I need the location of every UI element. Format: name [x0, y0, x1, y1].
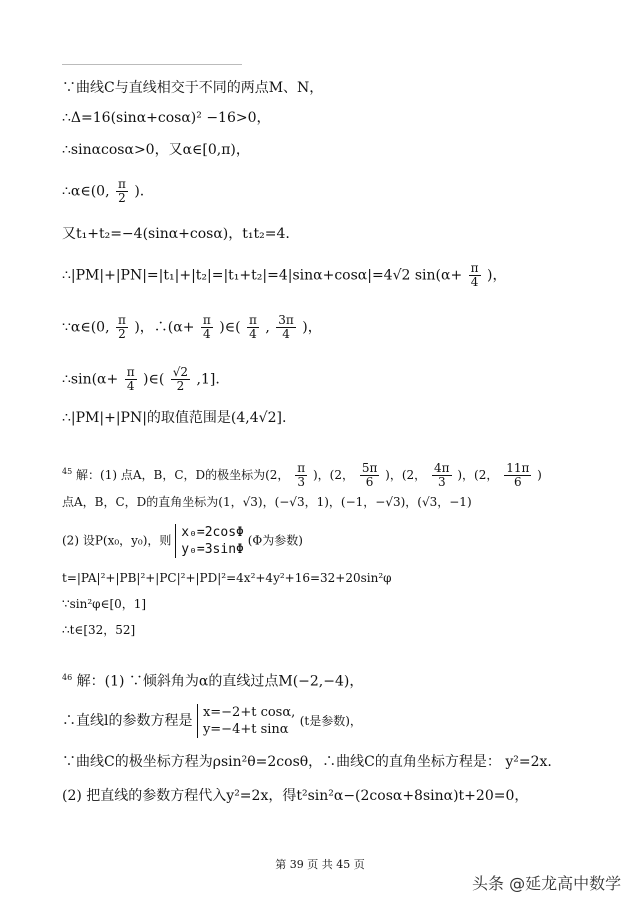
q45-t-expression: t=|PA|²+|PB|²+|PC|²+|PD|²=4x²+4y²+16=32+20sin²φ [62, 571, 392, 585]
page-footer: 第 39 页 共 45 页 [275, 858, 365, 871]
q46-substitute: (2) 把直线的参数方程代入y²=2x，得t²sin²α−(2cosα+8sinα)t+20=0， [62, 788, 529, 804]
fraction: $\frac{√2}{2}$ [172, 365, 189, 393]
fraction: $\frac{11\pi}{6}$ [506, 461, 530, 489]
q46-param-eq [62, 704, 362, 738]
text-part: )∈( [143, 371, 165, 388]
text-part: (t是参数)， [299, 714, 362, 728]
line-pm-pn [62, 262, 506, 289]
fraction: $\frac{3\pi}{4}$ [278, 313, 294, 341]
question-number: 45 [62, 467, 73, 476]
equation-row: y=−4+t sinα [202, 722, 289, 737]
text-part: ∴α∈(0, [62, 183, 110, 200]
q46-line1 [62, 668, 363, 692]
text-part: )∈( [219, 319, 241, 336]
text-part: ). [134, 183, 145, 200]
equation-system [175, 524, 244, 558]
fraction: $\frac{\pi}{4}$ [470, 261, 479, 289]
equation-system [197, 704, 295, 738]
text-part: )， [302, 319, 322, 336]
text-part: (Φ为参数) [247, 533, 303, 548]
line-delta: ∴Δ=16(sinα+cosα)² −16>0， [62, 110, 271, 126]
fraction: $\frac{\pi}{4}$ [249, 313, 257, 341]
text-part: ) [537, 468, 542, 482]
text-part: ∴直线l的参数方程是 [62, 713, 193, 729]
fraction: $\frac{\pi}{4}$ [202, 313, 211, 341]
text-part: )，(2， [457, 468, 499, 482]
q45-t-range: ∴t∈[32，52] [62, 623, 136, 637]
text-part: )，(2， [385, 468, 427, 482]
q45-sin-range: ∵sin²φ∈[0，1] [62, 597, 147, 611]
q46-curve-eq: ∵曲线C的极坐标方程为ρsin²θ=2cosθ，∴曲线C的直角坐标方程是： y²=2x. [62, 754, 552, 770]
line-result-range: ∴|PM|+|PN|的取值范围是(4,4√2]. [62, 410, 287, 426]
fraction: $\frac{\pi}{2}$ [118, 313, 126, 341]
top-rule [62, 64, 242, 65]
line-sin-range [62, 366, 220, 393]
line-sincos: ∴sinαcosα>0，又α∈[0,π)， [62, 142, 250, 158]
q45-rect-coords: 点A，B，C，D的直角坐标为(1，√3)，(−√3，1)，(−1，−√3)，(√3，−1) [62, 495, 472, 509]
fraction: $\frac{\pi}{4}$ [126, 365, 135, 393]
watermark: 头条 @延龙高中数学 [472, 874, 622, 893]
text-part: ∴sin(α+ [62, 371, 119, 388]
text-part: )，∴(α+ [134, 319, 195, 336]
q45-polar-line [62, 462, 542, 489]
text-part: (2) 设P(x₀，y₀)，则 [62, 533, 172, 548]
text-part: ∴|PM|+|PN|=|t₁|+|t₂|=|t₁+t₂|=4|sinα+cosα|=4√2 sin(α+ [62, 267, 463, 284]
equation-row: x₀=2cosΦ [181, 525, 244, 540]
line-intersect: ∵曲线C与直线相交于不同的两点M、N， [62, 80, 324, 96]
line-alpha-range [62, 178, 144, 205]
q45-param-line [62, 524, 303, 558]
text-part: , [265, 319, 270, 336]
fraction: $\frac{4\pi}{3}$ [434, 461, 450, 489]
text-part: )，(2， [312, 468, 354, 482]
fraction: $\frac{5\pi}{6}$ [361, 461, 378, 489]
text-part: )， [487, 267, 507, 284]
line-t-sum: 又t₁+t₂=−4(sinα+cosα)，t₁t₂=4. [62, 226, 290, 242]
equation-row: y₀=3sinΦ [181, 542, 244, 557]
line-alpha-shift [62, 314, 322, 341]
question-number: 46 [62, 673, 73, 682]
fraction: $\frac{\pi}{2}$ [118, 177, 126, 205]
fraction: $\frac{\pi}{3}$ [297, 461, 306, 489]
text-part: 解：(1) ∵倾斜角为α的直线过点M(−2,−4)， [76, 673, 364, 690]
text-part: ∵α∈(0, [62, 319, 110, 336]
text-part: ,1]. [196, 371, 220, 388]
text-part: 解：(1) 点A，B，C，D的极坐标为(2， [76, 468, 290, 482]
equation-row: x=−2+t cosα, [202, 705, 296, 720]
